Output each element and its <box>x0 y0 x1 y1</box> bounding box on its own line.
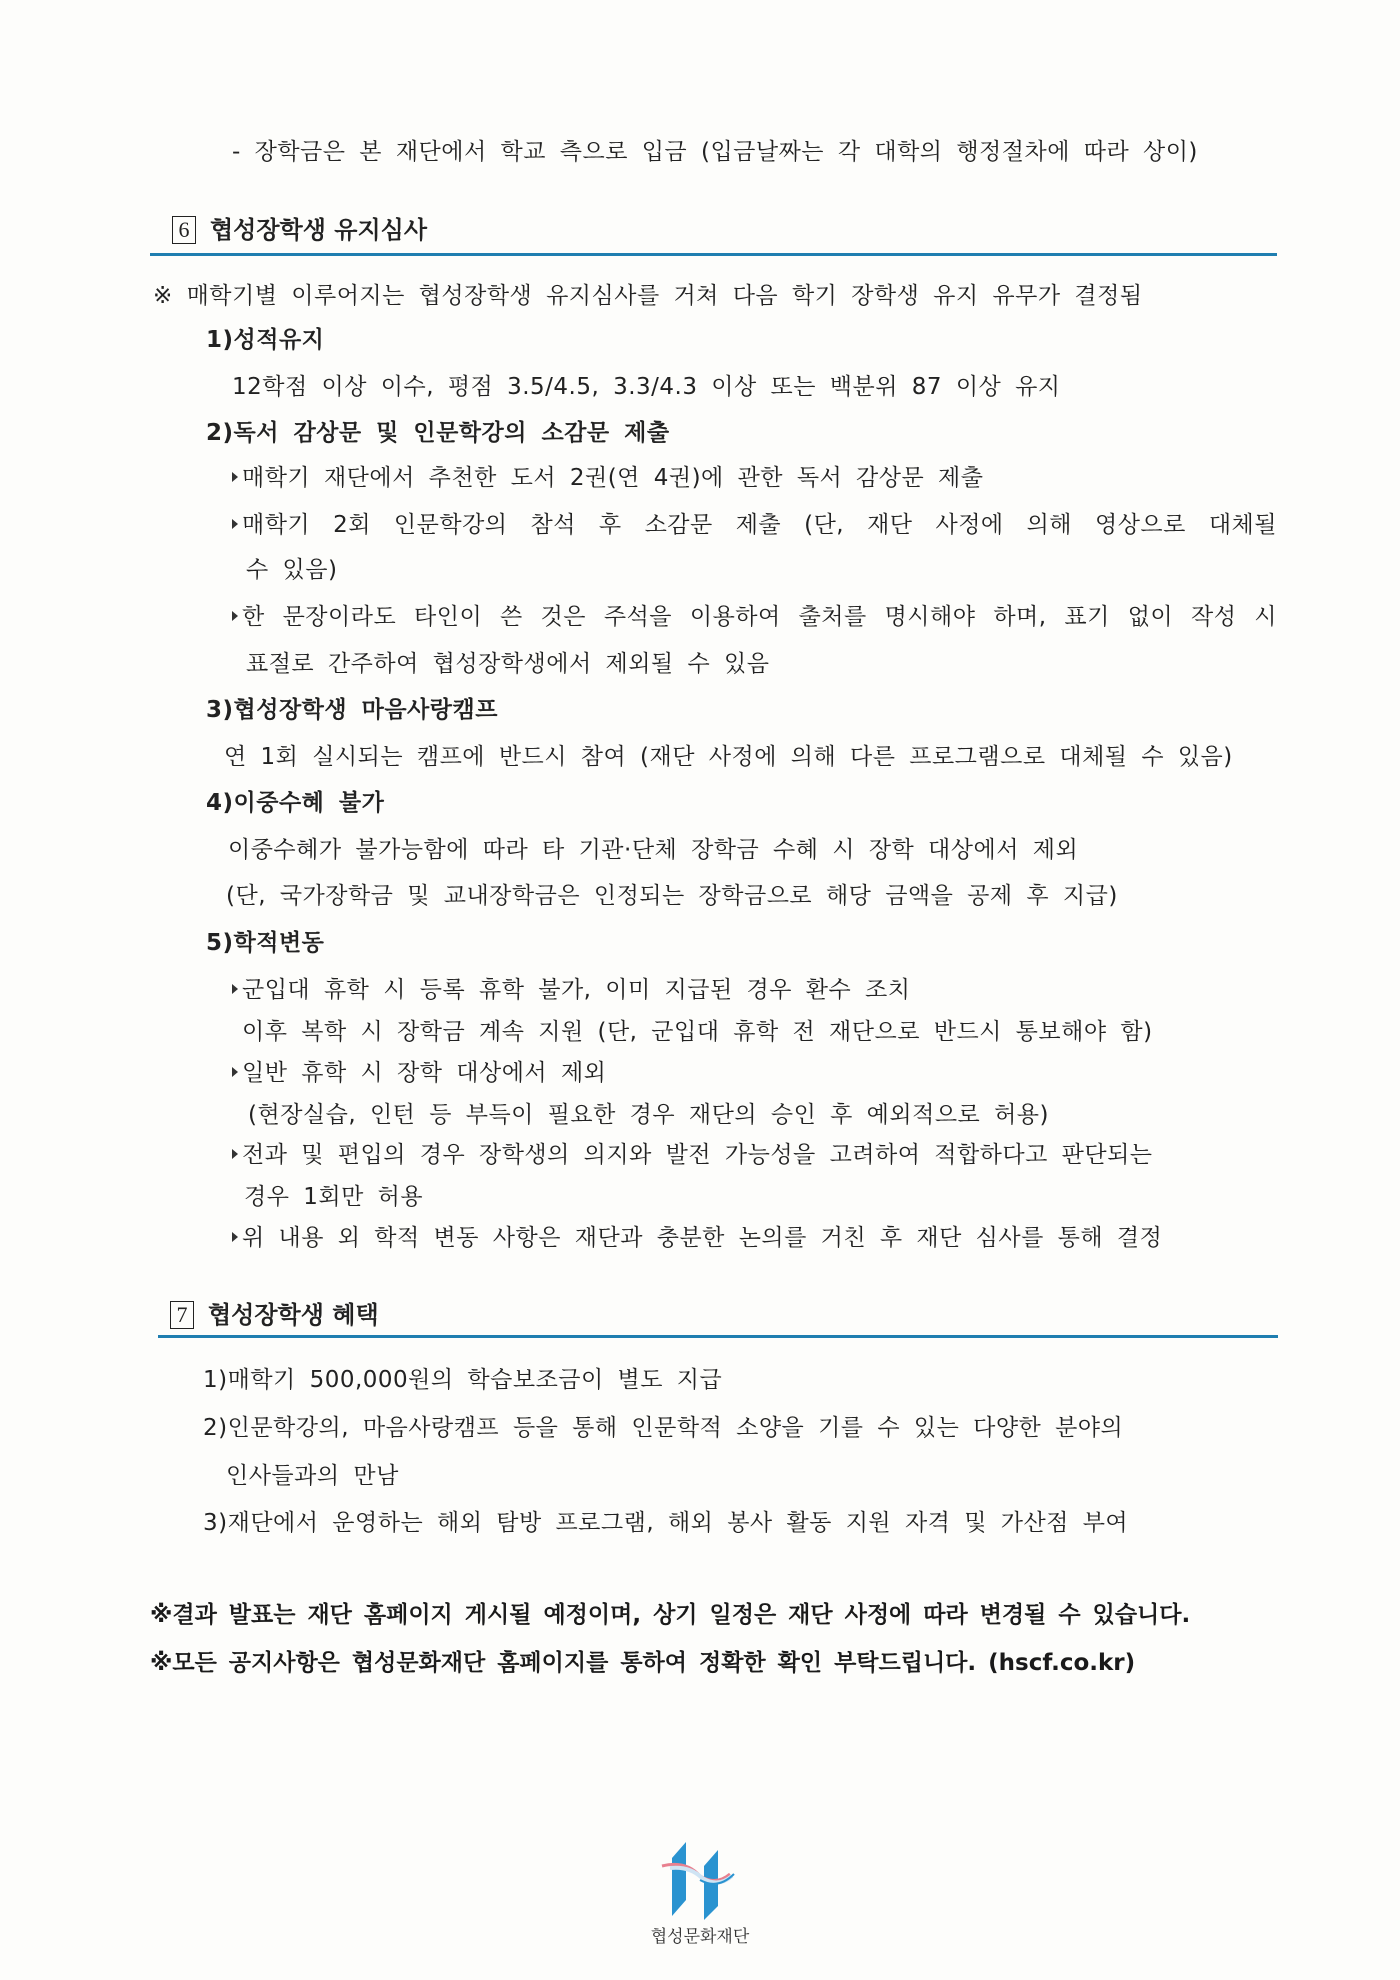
item4-heading: 4)이중수혜 불가 <box>206 790 385 816</box>
section7-rule <box>158 1335 1278 1338</box>
section6-number: 6 <box>172 216 196 244</box>
benefit-2: 2)인문학강의, 마음사랑캠프 등을 통해 인문학적 소양을 기를 수 있는 다양한 분야의 <box>203 1415 1124 1441</box>
item5-bullet3: 전과 및 편입의 경우 장학생의 의지와 발전 가능성을 고려하여 적합하다고 판단되는 <box>232 1140 1153 1170</box>
bullet-triangle-icon <box>232 984 238 994</box>
notice-homepage: ※모든 공지사항은 협성문화재단 홈페이지를 통하여 정확한 확인 부탁드립니다. (hscf.co.kr) <box>150 1650 1136 1676</box>
item2-bullet2-cont: 수 있음) <box>246 557 338 583</box>
bullet-triangle-icon <box>232 611 238 621</box>
item5-bullet4: 위 내용 외 학적 변동 사항은 재단과 충분한 논의를 거친 후 재단 심사를 통해 결정 <box>232 1223 1162 1253</box>
item5-bullet3-cont: 경우 1회만 허용 <box>244 1184 424 1210</box>
benefit-3: 3)재단에서 운영하는 해외 탐방 프로그램, 해외 봉사 활동 지원 자격 및 가산점 부여 <box>203 1510 1129 1536</box>
item4-body1: 이중수혜가 불가능함에 따라 타 기관·단체 장학금 수혜 시 장학 대상에서 제외 <box>228 837 1079 863</box>
item2-bullet3: 한 문장이라도 타인이 쓴 것은 주석을 이용하여 출처를 명시해야 하며, 표기 없이 작성 시 <box>232 602 1277 632</box>
bullet-triangle-icon <box>232 1232 238 1242</box>
bullet-triangle-icon <box>232 519 238 529</box>
section6-title: 협성장학생 유지심사 <box>210 216 428 244</box>
item3-heading: 3)협성장학생 마음사랑캠프 <box>206 697 498 723</box>
section6-heading <box>172 215 427 245</box>
bullet-triangle-icon <box>232 1149 238 1159</box>
bullet-triangle-icon <box>232 472 238 482</box>
item2-heading: 2)독서 감상문 및 인문학강의 소감문 제출 <box>206 420 670 446</box>
item5-bullet1: 군입대 휴학 시 등록 휴학 불가, 이미 지급된 경우 환수 조치 <box>232 975 910 1005</box>
foundation-logo-icon <box>660 1836 740 1920</box>
item2-bullet1: 매학기 재단에서 추천한 도서 2권(연 4권)에 관한 독서 감상문 제출 <box>232 463 983 493</box>
item2-bullet3-cont: 표절로 간주하여 협성장학생에서 제외될 수 있음 <box>246 651 770 677</box>
bullet-triangle-icon <box>232 1067 238 1077</box>
item1-heading: 1)성적유지 <box>206 327 325 353</box>
section7-heading <box>170 1300 379 1330</box>
section7-number: 7 <box>170 1301 194 1329</box>
section6-note: ※ 매학기별 이루어지는 협성장학생 유지심사를 거쳐 다음 학기 장학생 유지 유무가 결정됨 <box>153 283 1143 309</box>
item1-body: 12학점 이상 이수, 평점 3.5/4.5, 3.3/4.3 이상 또는 백분위 87 이상 유지 <box>232 374 1061 400</box>
item3-body: 연 1회 실시되는 캠프에 반드시 참여 (재단 사정에 의해 다른 프로그램으로 대체될 수 있음) <box>224 744 1233 770</box>
benefit-1: 1)매학기 500,000원의 학습보조금이 별도 지급 <box>203 1367 723 1393</box>
logo-caption: 협성문화재단 <box>650 1927 750 1947</box>
benefit-2-cont: 인사들과의 만남 <box>226 1463 399 1489</box>
item5-bullet2: 일반 휴학 시 장학 대상에서 제외 <box>232 1058 606 1088</box>
section7-title: 협성장학생 혜택 <box>208 1301 379 1329</box>
item5-bullet1-cont: 이후 복학 시 장학금 계속 지원 (단, 군입대 휴학 전 재단으로 반드시 통보해야 함) <box>242 1019 1153 1045</box>
item5-bullet2-cont: (현장실습, 인턴 등 부득이 필요한 경우 재단의 승인 후 예외적으로 허용) <box>248 1102 1049 1128</box>
item5-heading: 5)학적변동 <box>206 930 325 956</box>
intro-line: - 장학금은 본 재단에서 학교 측으로 입금 (입금날짜는 각 대학의 행정절차에 따라 상이) <box>232 139 1198 165</box>
item2-bullet2: 매학기 2회 인문학강의 참석 후 소감문 제출 (단, 재단 사정에 의해 영상으로 대체될 <box>232 510 1277 540</box>
section6-rule <box>150 253 1277 256</box>
notice-result: ※결과 발표는 재단 홈페이지 게시될 예정이며, 상기 일정은 재단 사정에 따라 변경될 수 있습니다. <box>150 1602 1191 1628</box>
item4-body2: (단, 국가장학금 및 교내장학금은 인정되는 장학금으로 해당 금액을 공제 후 지급) <box>226 883 1118 909</box>
